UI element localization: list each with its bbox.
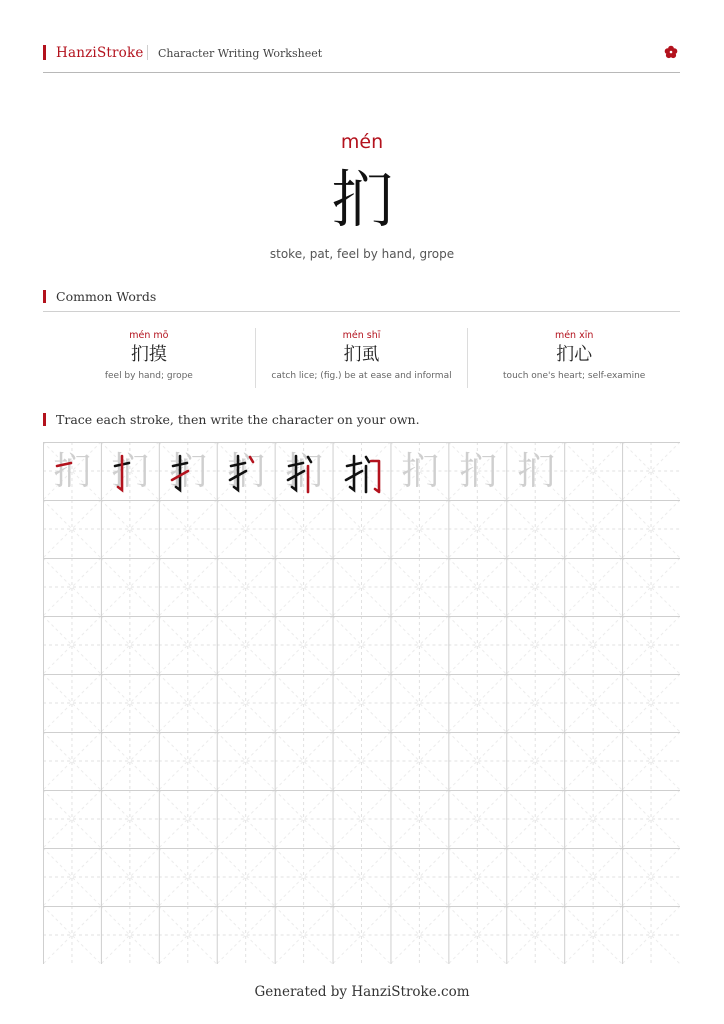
accent-bar — [43, 413, 46, 426]
header-subtitle: Character Writing Worksheet — [158, 47, 323, 60]
stroke-highlight — [333, 442, 391, 500]
ghost-character: 扪 — [110, 449, 149, 493]
ghost-character: 扪 — [226, 449, 265, 493]
stroke-order-row — [43, 442, 680, 500]
word-pinyin: mén shī — [342, 330, 381, 341]
trace-instruction: Trace each stroke, then write the character on your own. — [56, 412, 420, 427]
brand-name: HanziStroke — [56, 45, 144, 61]
main-meaning: stoke, pat, feel by hand, grope — [269, 247, 455, 261]
word-item — [43, 328, 255, 388]
word-meaning: catch lice; (fig.) be at ease and informal — [271, 371, 452, 381]
stroke-highlight — [43, 442, 101, 500]
page-header — [43, 44, 680, 64]
word-meaning: feel by hand; grope — [104, 371, 193, 381]
word-pinyin: mén mō — [129, 330, 169, 341]
ghost-character: 扪 — [400, 449, 439, 493]
ghost-character: 扪 — [458, 449, 497, 493]
ghost-character: 扪 — [284, 449, 323, 493]
page-footer: Generated by HanziStroke.com — [254, 984, 470, 1000]
stroke-step-cell — [275, 442, 333, 500]
word-meaning: touch one's heart; self-examine — [503, 371, 646, 381]
ghost-character: 扪 — [52, 449, 91, 493]
main-pinyin: mén — [340, 131, 384, 153]
practice-grid — [43, 442, 680, 964]
accent-bar — [43, 290, 46, 303]
main-character: 扪 — [330, 163, 393, 236]
common-words-list — [43, 328, 680, 388]
stroke-step-cell — [217, 442, 275, 500]
header-divider — [147, 45, 148, 60]
word-item — [255, 328, 468, 388]
stroke-highlight — [159, 442, 217, 500]
stroke-highlight — [275, 442, 333, 500]
plum-flower-icon — [664, 45, 678, 59]
stroke-step-cell — [159, 442, 217, 500]
stroke-highlight — [217, 442, 275, 500]
word-characters: 扪摸 — [130, 344, 167, 365]
grid-lines — [43, 442, 680, 964]
word-item — [467, 328, 680, 388]
ghost-character: 扪 — [168, 449, 207, 493]
section-rule — [43, 311, 680, 312]
stroke-step-cell — [43, 442, 101, 500]
word-characters: 扪虱 — [343, 344, 380, 365]
word-pinyin: mén xīn — [554, 330, 594, 341]
accent-bar — [43, 45, 46, 60]
ghost-character: 扪 — [516, 449, 555, 493]
stroke-highlight — [101, 442, 159, 500]
trace-ghost-cell[interactable] — [449, 442, 507, 500]
header-rule — [43, 72, 680, 73]
stroke-step-cell — [333, 442, 391, 500]
trace-ghost-cell[interactable] — [391, 442, 449, 500]
trace-ghost-cell[interactable] — [507, 442, 565, 500]
stroke-step-cell — [101, 442, 159, 500]
word-characters: 扪心 — [556, 344, 593, 365]
common-words-title: Common Words — [56, 289, 157, 304]
